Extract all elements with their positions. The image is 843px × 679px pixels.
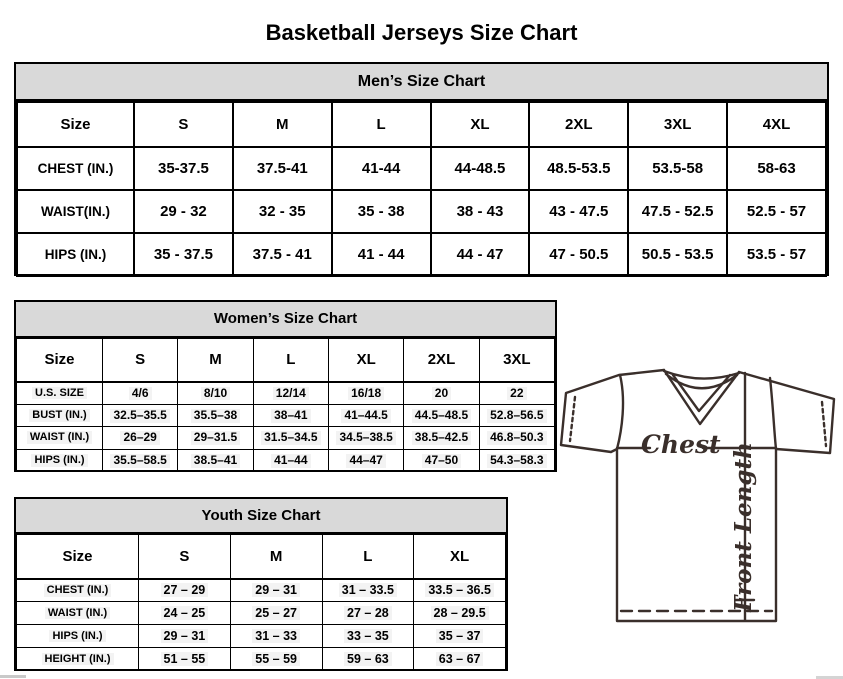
right-sleeve-seam [770,378,776,449]
size-cell [139,579,231,602]
size-cell [529,190,628,233]
size-cell [628,233,727,276]
size-cell [230,648,322,671]
table-row [17,190,826,233]
page-fragment-bottom-left [0,675,26,678]
column-header: 3XL [479,339,554,382]
size-value: 35 – 37 [436,629,484,643]
size-value: 35-37.5 [157,160,209,177]
size-cell [727,147,826,190]
size-cell [178,382,253,405]
mens-size-chart [14,62,829,276]
column-header: Size [17,339,103,382]
size-value: 52.5 - 57 [746,203,807,220]
size-cell [178,449,253,472]
size-cell [134,233,233,276]
column-header: XL [431,102,530,147]
size-value: 33 – 35 [344,629,392,643]
size-cell [134,190,233,233]
column-header: S [103,339,178,382]
mens-size-table [16,101,827,277]
womens-chart-title: Women’s Size Chart [16,302,555,338]
size-cell [628,147,727,190]
column-header: M [178,339,253,382]
size-cell [479,382,554,405]
row-label [17,579,139,602]
size-cell [253,404,328,427]
size-value: 48.5-53.5 [547,160,611,177]
size-value: 31 – 33.5 [339,583,397,597]
left-sleeve-seam [617,375,623,449]
size-value: 47–50 [422,454,461,468]
size-value: 35 - 37.5 [153,246,214,263]
size-cell [332,147,431,190]
size-value: 41–44.5 [341,409,390,423]
column-header: 2XL [404,339,479,382]
size-value: 29 – 31 [161,629,209,643]
size-cell [431,190,530,233]
size-cell [322,648,414,671]
size-value: 12/14 [273,387,309,401]
row-label [17,404,103,427]
size-cell [414,625,506,648]
size-value: 35.5–38 [191,409,240,423]
row-label [17,625,139,648]
size-value: 38.5–42.5 [412,431,471,445]
size-cell [727,190,826,233]
size-cell [404,382,479,405]
row-label-text: CHEST (IN.) [44,584,112,597]
size-cell [233,147,332,190]
size-cell [414,648,506,671]
womens-size-chart [14,300,557,472]
size-cell [727,233,826,276]
table-row [17,404,555,427]
youth-size-table [16,534,506,671]
size-cell [529,147,628,190]
size-value: 29 – 31 [252,583,300,597]
youth-size-chart [14,497,508,671]
row-label-text: BUST (IN.) [29,409,89,422]
size-value: 41 - 44 [357,246,405,263]
collar-v-inner [673,375,730,411]
size-value: 27 – 29 [161,583,209,597]
table-row [17,449,555,472]
size-cell [233,233,332,276]
column-header: S [139,535,231,579]
size-value: 4/6 [129,387,152,401]
size-cell [529,233,628,276]
size-value: 38–41 [271,409,310,423]
table-row [17,382,555,405]
size-value: 46.8–50.3 [487,431,546,445]
size-cell [134,147,233,190]
row-label [17,382,103,405]
column-header: L [322,535,414,579]
size-value: 22 [507,387,526,401]
size-value: 28 – 29.5 [431,606,489,620]
table-row [17,147,826,190]
size-value: 44–47 [346,454,385,468]
row-label-text: HEIGHT (IN.) [42,653,114,666]
size-cell [322,625,414,648]
size-value: 41-44 [361,160,401,177]
column-header: M [230,535,322,579]
size-value: 55 – 59 [252,652,300,666]
size-value: 38 - 43 [456,203,504,220]
row-label-text: HIPS (IN.) [31,454,87,467]
size-value: 8/10 [201,387,230,401]
mens-chart-title: Men’s Size Chart [16,64,827,101]
size-cell [431,147,530,190]
size-value: 26–29 [120,431,159,445]
table-row [17,602,506,625]
row-label [17,190,134,233]
size-cell [230,625,322,648]
table-row [17,648,506,671]
size-value: 33.5 – 36.5 [425,583,494,597]
size-cell [103,449,178,472]
jersey-measurement-diagram [556,360,843,662]
size-cell [103,404,178,427]
size-value: 50.5 - 53.5 [641,246,714,263]
size-cell [322,579,414,602]
column-header: XL [414,535,506,579]
column-header: 3XL [628,102,727,147]
jersey-outline-svg [556,360,843,662]
header-row [17,102,826,147]
size-cell [230,579,322,602]
size-value: 58-63 [757,160,796,177]
size-cell [479,449,554,472]
size-value: 38.5–41 [191,454,240,468]
table-row [17,427,555,450]
size-cell [253,449,328,472]
size-cell [253,427,328,450]
size-cell [328,449,403,472]
size-value: 29 - 32 [160,203,207,220]
size-cell [414,579,506,602]
row-label-text: WAIST(IN.) [41,204,110,219]
size-value: 41–44 [271,454,310,468]
size-cell [628,190,727,233]
column-header: L [332,102,431,147]
size-value: 37.5 - 41 [252,246,312,263]
size-value: 53.5 - 57 [746,246,807,263]
size-value: 44-48.5 [454,160,506,177]
column-header: S [134,102,233,147]
right-cuff-dashed-line [822,402,826,446]
row-label-text: HIPS (IN.) [49,630,105,643]
size-value: 20 [432,387,451,401]
size-value: 53.5-58 [652,160,704,177]
size-cell [328,427,403,450]
size-value: 54.3–58.3 [487,454,546,468]
chest-label: Chest [641,430,721,459]
size-cell [332,190,431,233]
table-row [17,625,506,648]
row-label [17,449,103,472]
size-value: 32.5–35.5 [110,409,169,423]
size-cell [253,382,328,405]
table-row [17,233,826,276]
size-cell [103,427,178,450]
row-label [17,602,139,625]
size-value: 44.5–48.5 [412,409,471,423]
row-label-text: U.S. SIZE [32,387,87,400]
size-value: 51 – 55 [161,652,209,666]
size-cell [103,382,178,405]
size-cell [139,625,231,648]
size-cell [178,427,253,450]
size-value: 35.5–58.5 [110,454,169,468]
column-header: M [233,102,332,147]
size-value: 52.8–56.5 [487,409,546,423]
size-cell [332,233,431,276]
size-value: 32 - 35 [258,203,306,220]
size-value: 43 - 47.5 [549,203,609,220]
left-cuff-dashed-line [570,397,575,441]
size-cell [431,233,530,276]
header-row [17,535,506,579]
size-value: 29–31.5 [191,431,240,445]
row-label [17,147,134,190]
size-value: 44 - 47 [456,246,504,263]
size-value: 27 – 28 [344,606,392,620]
size-cell [139,648,231,671]
table-row [17,579,506,602]
size-value: 47.5 - 52.5 [641,203,714,220]
size-value: 59 – 63 [344,652,392,666]
size-cell [230,602,322,625]
size-cell [328,404,403,427]
womens-size-table [16,338,555,472]
row-label-text: CHEST (IN.) [37,161,114,176]
size-value: 63 – 67 [436,652,484,666]
size-value: 37.5-41 [256,160,308,177]
size-cell [404,427,479,450]
size-cell [139,602,231,625]
row-label [17,427,103,450]
size-cell [404,449,479,472]
size-value: 25 – 27 [252,606,300,620]
row-label [17,648,139,671]
column-header: 4XL [727,102,826,147]
size-cell [414,602,506,625]
size-value: 31.5–34.5 [261,431,320,445]
column-header: XL [328,339,403,382]
column-header: Size [17,535,139,579]
size-cell [322,602,414,625]
size-value: 35 - 38 [357,203,405,220]
size-value: 47 - 50.5 [549,246,609,263]
row-label-text: WAIST (IN.) [27,431,92,444]
row-label-text: HIPS (IN.) [44,247,107,262]
size-value: 24 – 25 [161,606,209,620]
column-header: 2XL [529,102,628,147]
size-cell [479,404,554,427]
size-cell [178,404,253,427]
row-label [17,233,134,276]
row-label-text: WAIST (IN.) [45,607,110,620]
size-value: 34.5–38.5 [336,431,395,445]
size-value: 31 – 33 [252,629,300,643]
column-header: L [253,339,328,382]
size-cell [479,427,554,450]
front-length-label: Front Length [730,442,757,612]
size-cell [404,404,479,427]
size-cell [328,382,403,405]
header-row [17,339,555,382]
column-header: Size [17,102,134,147]
size-cell [233,190,332,233]
youth-chart-title: Youth Size Chart [16,499,506,534]
size-value: 16/18 [348,387,384,401]
page-title: Basketball Jerseys Size Chart [265,19,578,45]
